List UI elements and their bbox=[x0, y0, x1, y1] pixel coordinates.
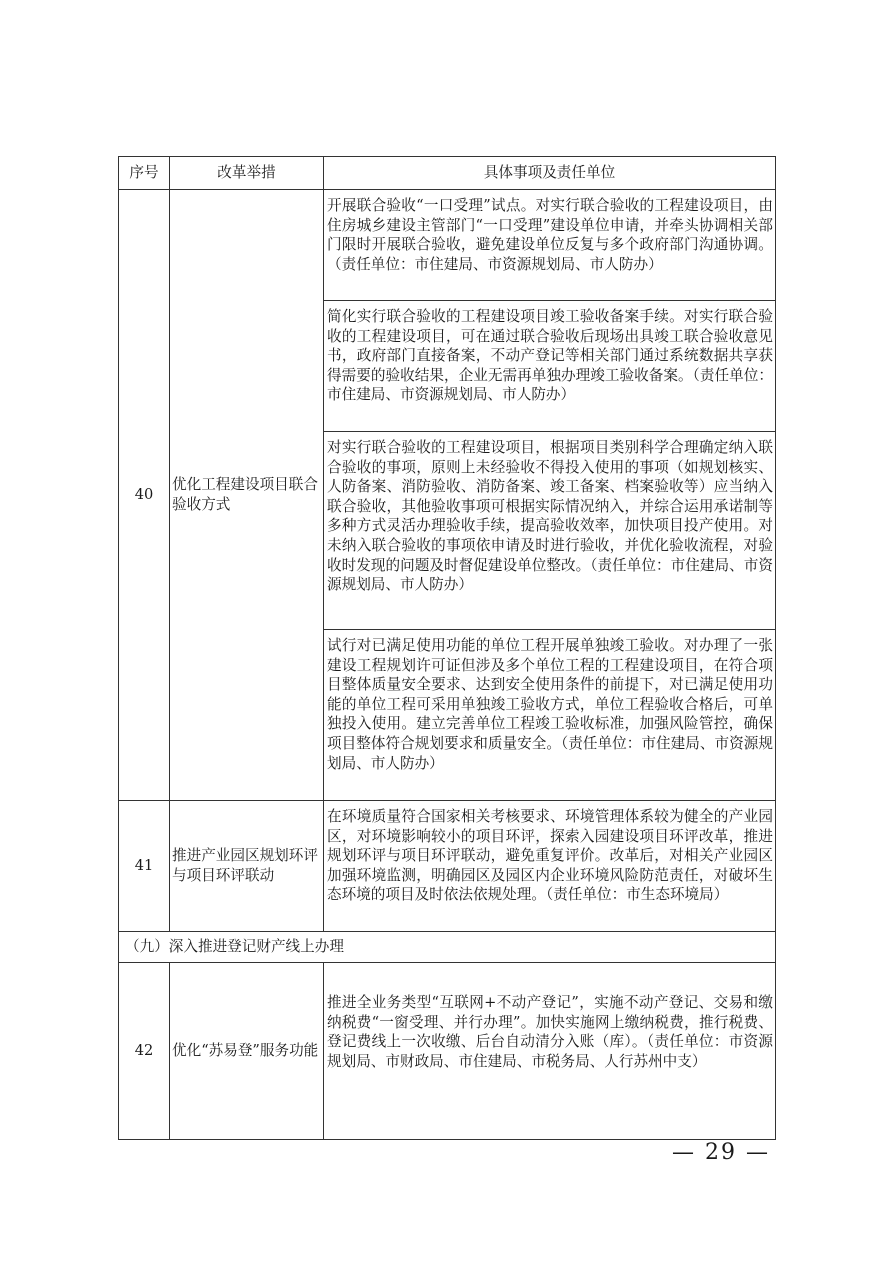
row-number: 41 bbox=[119, 801, 170, 932]
row-measure: 优化“苏易登”服务功能 bbox=[170, 963, 324, 1140]
row-detail: 推进全业务类型“互联网+不动产登记”，实施不动产登记、交易和缴纳税费“一窗受理、并行办理”。加快实施网上缴纳税费，推行税费、登记费线上一次收缴、后台自动清分入账（库）。（责任单位：市资源规划局、市财政局、市住建局、市税务局、人行苏州中支） bbox=[324, 963, 776, 1140]
row-detail: 简化实行联合验收的工程建设项目竣工验收备案手续。对实行联合验收的工程建设项目，可在通过联合验收后现场出具竣工联合验收意见书，政府部门直接备案，不动产登记等相关部门通过系统数据共享获得需要的验收结果，企业无需再单独办理竣工验收备案。（责任单位：市住建局、市资源规划局、市人防办） bbox=[324, 301, 776, 432]
section-row bbox=[119, 932, 776, 963]
row-detail: 开展联合验收“一口受理”试点。对实行联合验收的工程建设项目，由住房城乡建设主管部门“一口受理”建设单位申请，并牵头协调相关部门限时开展联合验收，避免建设单位反复与多个政府部门沟通协调。（责任单位：市住建局、市资源规划局、市人防办） bbox=[324, 190, 776, 301]
table-header-row bbox=[119, 157, 776, 190]
reform-table bbox=[118, 156, 776, 1140]
page-number: — 29 — bbox=[672, 1140, 770, 1165]
row-number: 42 bbox=[119, 963, 170, 1140]
header-measure: 改革举措 bbox=[170, 157, 324, 190]
header-detail: 具体事项及责任单位 bbox=[324, 157, 776, 190]
row-measure: 优化工程建设项目联合验收方式 bbox=[170, 190, 324, 801]
section-heading: （九）深入推进登记财产线上办理 bbox=[119, 932, 776, 963]
header-no: 序号 bbox=[119, 157, 170, 190]
row-detail: 对实行联合验收的工程建设项目，根据项目类别科学合理确定纳入联合验收的事项，原则上未经验收不得投入使用的事项（如规划核实、人防备案、消防验收、消防备案、竣工备案、档案验收等）应当纳入联合验收，其他验收事项可根据实际情况纳入，并综合运用承诺制等多种方式灵活办理验收手续，提高验收效率，加快项目投产使用。对未纳入联合验收的事项依申请及时进行验收，并优化验收流程，对验收时发现的问题及时督促建设单位整改。（责任单位：市住建局、市资源规划局、市人防办） bbox=[324, 432, 776, 630]
table-row bbox=[119, 190, 776, 301]
table-row bbox=[119, 801, 776, 932]
row-measure: 推进产业园区规划环评与项目环评联动 bbox=[170, 801, 324, 932]
row-detail: 在环境质量符合国家相关考核要求、环境管理体系较为健全的产业园区，对环境影响较小的项目环评，探索入园建设项目环评改革，推进规划环评与项目环评联动，避免重复评价。改革后，对相关产业园区加强环境监测，明确园区及园区内企业环境风险防范责任，对破坏生态环境的项目及时依法依规处理。（责任单位：市生态环境局） bbox=[324, 801, 776, 932]
row-number: 40 bbox=[119, 190, 170, 801]
table-row bbox=[119, 963, 776, 1140]
row-detail: 试行对已满足使用功能的单位工程开展单独竣工验收。对办理了一张建设工程规划许可证但涉及多个单位工程的工程建设项目，在符合项目整体质量安全要求、达到安全使用条件的前提下，对已满足使用功能的单位工程可采用单独竣工验收方式，单位工程验收合格后，可单独投入使用。建立完善单位工程竣工验收标准，加强风险管控，确保项目整体符合规划要求和质量安全。（责任单位：市住建局、市资源规划局、市人防办） bbox=[324, 630, 776, 801]
